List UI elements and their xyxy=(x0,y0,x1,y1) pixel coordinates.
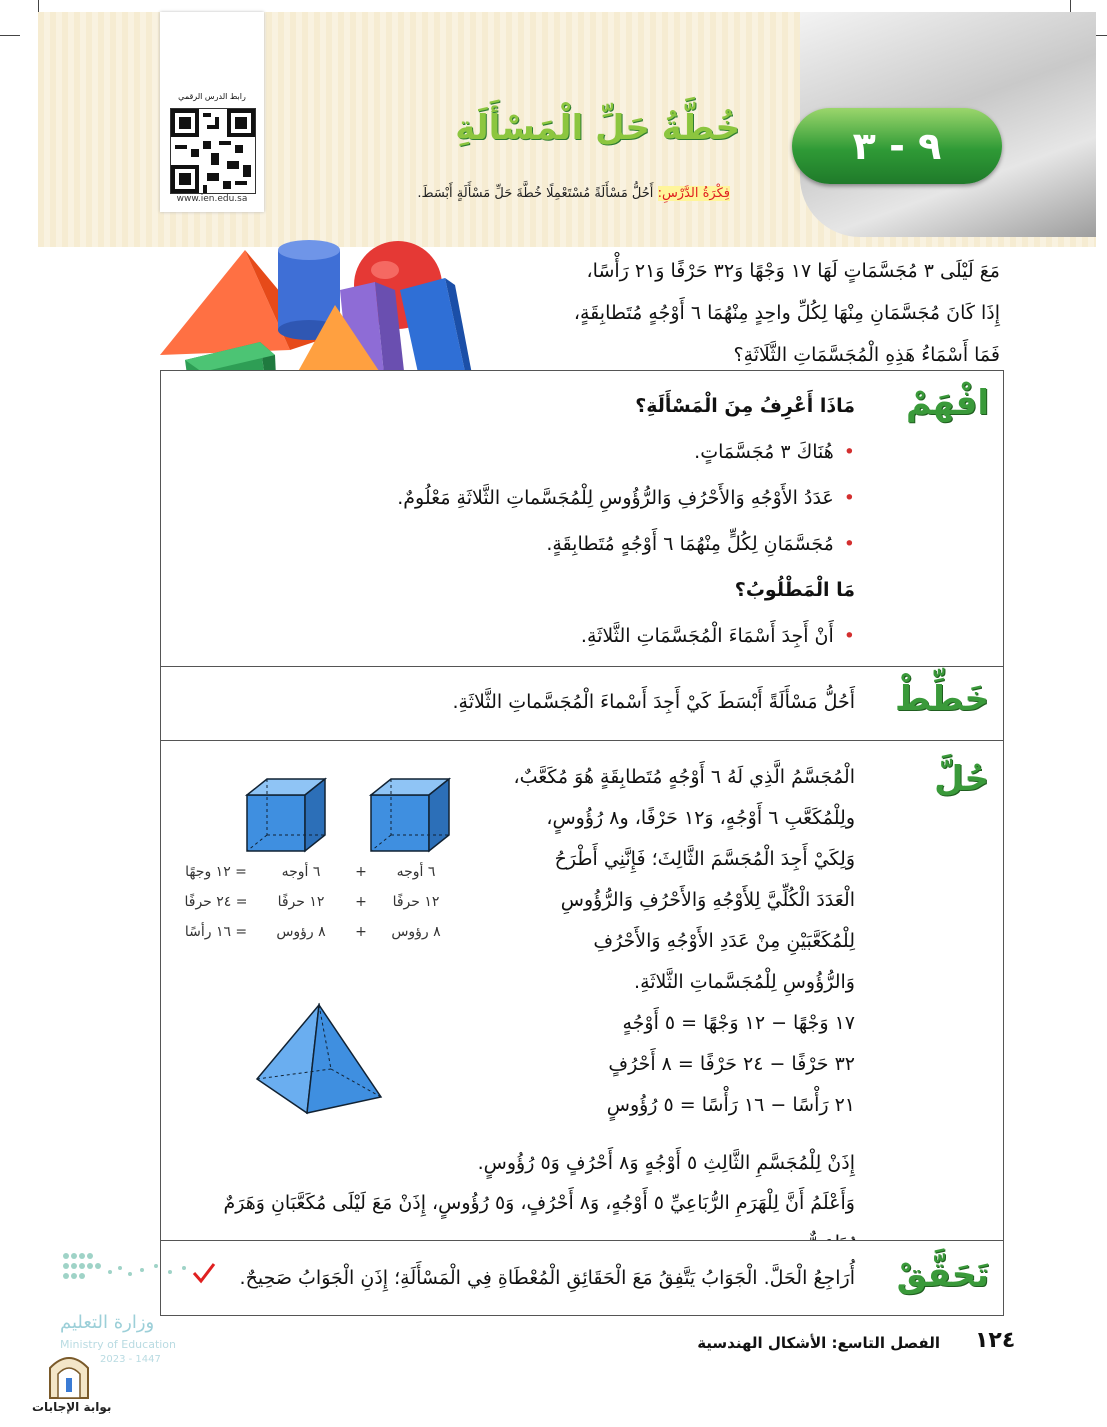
sum-cell: ٨ رؤوس xyxy=(276,924,326,940)
understand-question-known: مَاذَا أَعْرِفُ مِنَ الْمَسْأَلَةِ؟ xyxy=(635,395,855,417)
solve-line: وَالرُّؤُوسِ لِلْمُجَسَّماتِ الثَّلاثَةِ. xyxy=(634,971,855,993)
lesson-idea-label: فِكْرَةُ الدَّرْسِ: xyxy=(657,186,730,201)
bullet-icon: • xyxy=(843,533,855,555)
ministry-dots-logo xyxy=(60,1250,200,1300)
plan-section xyxy=(160,666,1004,742)
solve-line: الْمُجَسَّمُ الَّذِي لَهُ ٦ أَوْجُهٍ مُتَطابِقَةٍ هُوَ مُكَعَّبٌ، xyxy=(513,766,855,788)
plan-text: أَحُلُّ مَسْأَلَةً أَبْسَطَ كَيْ أَجِدَ أَسْماءَ الْمُجَسَّماتِ الثَّلاثَةِ. xyxy=(452,691,855,713)
crop-mark xyxy=(0,35,20,36)
solve-line: ولِلْمُكَعَّبِ ٦ أَوْجُهٍ، وَ١٢ حَرْفًا، و٨ رُؤُوسٍ، xyxy=(546,807,855,829)
solve-section xyxy=(160,740,1004,1242)
bullet-icon: • xyxy=(843,441,855,463)
sum-row xyxy=(171,857,451,887)
solve-label: حُلَّ xyxy=(934,759,989,799)
bullet-text: عَدَدُ الأَوْجُهِ وَالأَحْرُفِ وَالرُّؤُوسِ لِلْمُجَسَّماتِ الثَّلاثَةِ مَعْلُومٌ. xyxy=(397,487,834,509)
check-text: أُرَاجِعُ الْحَلَّ. الْجَوَابُ يَتَّفِقُ مَعَ الْحَقَائِقِ الْمُعْطَاةِ فِي الْمَسْأَلَةِ؛ إِذَنِ الْجَوَابُ صَحِيحٌ. xyxy=(239,1267,855,1289)
lesson-number-badge: ٩ - ٣ xyxy=(792,108,1002,184)
problem-line: فَمَا أَسْمَاءُ هَذِهِ الْمُجَسَّمَاتِ الثَّلَاثَةِ؟ xyxy=(733,344,1000,366)
bullet-icon: • xyxy=(843,487,855,509)
problem-statement xyxy=(520,250,1000,376)
conclusion-line: وَأَعْلَمُ أَنَّ لِلْهَرَمِ الرُّبَاعِيِّ ٥ أَوْجُهٍ، وَ٨ أَحْرُفٍ، وَ٥ رُؤُوسٍ، إِذَنْ مَعَ لَيْلَى مُكَعَّبَانِ وَهَرَمٌ xyxy=(223,1192,855,1214)
bullet-text: أَنْ أَجِدَ أَسْمَاءَ الْمُجَسَّمَاتِ الثَّلاثَةِ. xyxy=(580,625,834,647)
check-label: تَحَقَّقْ xyxy=(896,1255,989,1295)
sum-cell: ١٢ حرفًا xyxy=(277,894,325,910)
ministry-name-en: Ministry of Education xyxy=(60,1338,177,1351)
sum-cell: + xyxy=(355,924,367,940)
cube-icon xyxy=(367,775,457,855)
bullet-icon: • xyxy=(843,625,855,647)
sum-cell: ٦ أوجه xyxy=(281,864,321,880)
solve-line: لِلْمُكَعَّبَيْنِ مِنْ عَدَدِ الأَوْجُهِ وَالأَحْرُفِ xyxy=(593,930,855,952)
sum-cell: = ١٢ وجهًا xyxy=(185,864,247,880)
understand-label: افْهَمْ xyxy=(905,383,989,423)
lesson-idea xyxy=(360,186,730,201)
solve-steps xyxy=(455,757,855,1126)
bullet-text: مُجَسَّمَانِ لِكُلٍّ مِنْهُمَا ٦ أَوْجُهٍ مُتَطابِقَةٍ. xyxy=(546,533,834,555)
solve-line: ١٧ وَجْهًا − ١٢ وَجْهًا = ٥ أَوْجُهٍ xyxy=(622,1012,855,1034)
portal-name[interactable]: بوابة الإجابات xyxy=(32,1400,112,1414)
qr-url[interactable]: www.ien.edu.sa xyxy=(176,194,248,204)
sum-cell: = ٢٤ حرفًا xyxy=(184,894,248,910)
pyramid-icon xyxy=(251,999,391,1119)
bullet-item xyxy=(175,475,855,521)
cube-sum-table xyxy=(171,857,451,947)
lesson-idea-text: أَحُلُّ مَسْأَلَةً مُسْتَعْمِلًا خُطَّةَ حَلِّ مَسْأَلَةٍ أَبْسَطَ. xyxy=(417,186,654,201)
solve-line: الْعَدَدَ الْكُلِّيَّ لِلأَوْجُهِ وَالأَحْرُفِ وَالرُّؤُوسِ xyxy=(560,889,855,911)
portal-logo-icon[interactable] xyxy=(44,1348,94,1400)
lesson-title: خُطَّةُ حَلِّ الْمَسْأَلَةِ xyxy=(455,108,740,148)
check-section xyxy=(160,1240,1004,1316)
bullet-text: هُنَاكَ ٣ مُجَسَّمَاتٍ. xyxy=(694,441,834,463)
plan-label: خَطِّطْ xyxy=(894,679,989,719)
qr-label: رابط الدرس الرقمي xyxy=(178,92,246,101)
page-number: ١٢٤ xyxy=(975,1328,1016,1353)
ministry-year: 2023 - 1447 xyxy=(100,1354,161,1365)
sum-row xyxy=(171,917,451,947)
problem-line: مَعَ لَيْلَى ٣ مُجَسَّمَاتٍ لَهَا ١٧ وَجْهًا وَ٣٢ حَرْفًا وَ٢١ رَأْسًا، xyxy=(586,260,1000,282)
sum-row xyxy=(171,887,451,917)
sum-cell: = ١٦ رأسًا xyxy=(184,924,248,940)
cube-icon xyxy=(243,775,333,855)
sum-cell: ٨ رؤوس xyxy=(391,924,441,940)
solve-line: ٣٢ حَرْفًا − ٢٤ حَرْفًا = ٨ أَحْرُفٍ xyxy=(608,1053,855,1075)
understand-section xyxy=(160,370,1004,668)
sum-cell: + xyxy=(355,894,367,910)
chapter-title: الفصل التاسع: الأشكال الهندسية xyxy=(697,1334,940,1352)
ministry-name-ar: وزارة التعليم xyxy=(60,1312,155,1333)
sum-cell: + xyxy=(355,864,367,880)
bullet-item xyxy=(175,521,855,567)
solve-line: ٢١ رَأْسًا − ١٦ رَأْسًا = ٥ رُؤُوسٍ xyxy=(606,1094,855,1116)
understand-content xyxy=(175,383,855,659)
bullet-item xyxy=(175,613,855,659)
solve-line: وَلِكَيْ أَجِدَ الْمُجَسَّمَ الثَّالِثَ؛ فَإِنَّنِي أَطْرَحُ xyxy=(554,848,855,870)
conclusion-line: إِذَنْ لِلْمُجَسَّمِ الثَّالِثِ ٥ أَوْجُهٍ وَ٨ أَحْرُفٍ وَ٥ رُؤُوسٍ. xyxy=(477,1152,855,1174)
sum-cell: ١٢ حرفًا xyxy=(392,894,440,910)
problem-line: إِذَا كَانَ مُجَسَّمَانِ مِنْهَا لِكُلِّ واحِدٍ مِنْهُمَا ٦ أَوْجُهٍ مُتَطابِقَةٍ، xyxy=(573,302,1000,324)
understand-question-required: مَا الْمَطْلُوبُ؟ xyxy=(734,579,855,601)
sum-cell: ٦ أوجه xyxy=(396,864,436,880)
bullet-item xyxy=(175,429,855,475)
qr-code-icon[interactable] xyxy=(170,108,256,194)
